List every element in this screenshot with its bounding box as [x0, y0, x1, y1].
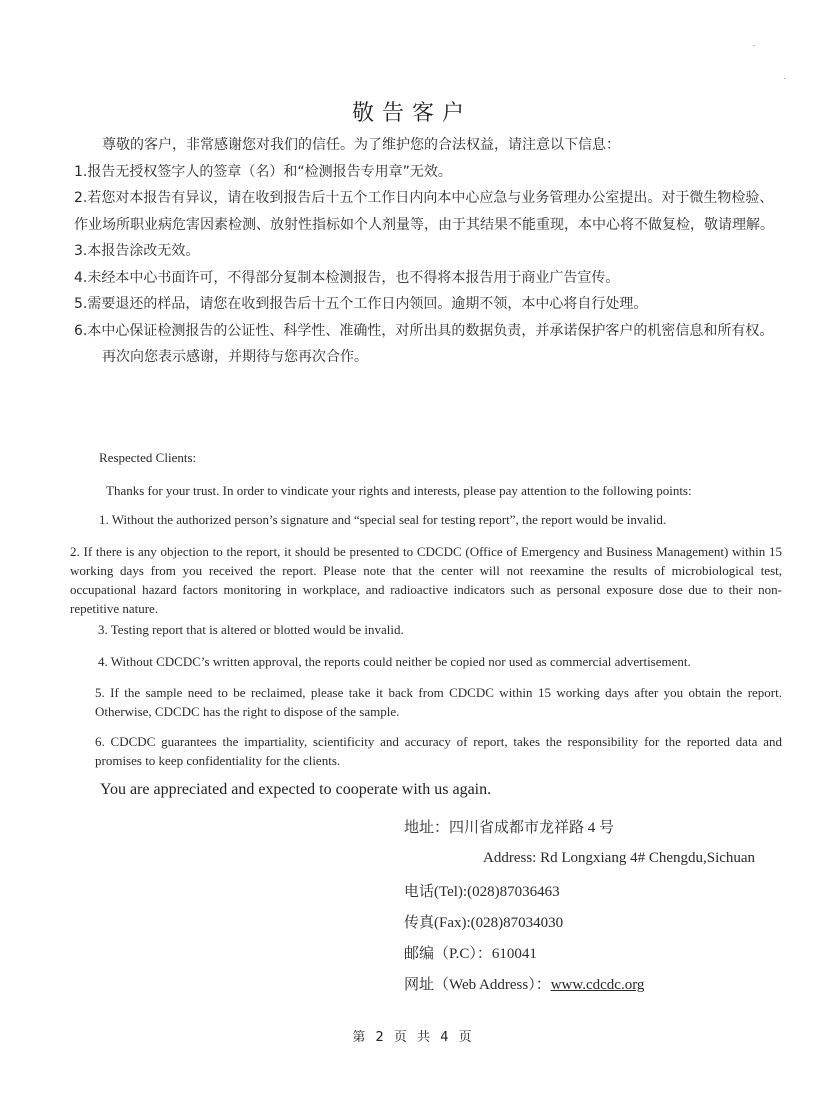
postcode: 邮编（P.C）：610041	[404, 946, 537, 962]
en-item-2: 2. If there is any objection to the report, it should be presented to CDCDC (Office of Emergency and Business Management) within 15 working days from you received the report. Please note that the center will not reexamine the results of microbiological test, occupational hazard factors monitoring in workplace, and radioactive indicators such as personal exposure dose due to their non-repetitive nature.	[70, 544, 782, 616]
fax: 传真(Fax):(028)87034030	[404, 915, 564, 931]
cn-item-6: 6.本中心保证检测报告的公证性、科学性、准确性，对所出具的数据负责，并承诺保护客户的机密信息和所有权。	[74, 322, 774, 339]
cn-item-1: 1.报告无授权签字人的签章（名）和“检测报告专用章”无效。	[74, 163, 452, 180]
cn-item-5: 5.需要退还的样品，请您在收到报告后十五个工作日内领回。逾期不领，本中心将自行处理。	[74, 296, 648, 312]
telephone: 电话(Tel):(028)87036463	[404, 884, 560, 900]
web-address-link[interactable]: www.cdcdc.org	[550, 977, 645, 993]
address-cn: 地址：四川省成都市龙祥路 4 号	[404, 820, 615, 836]
web-address-label: 网址（Web Address）：	[404, 977, 551, 993]
en-intro: Thanks for your trust. In order to vindicate your rights and interests, please pay attention to the following points:	[106, 483, 692, 498]
chinese-notice	[74, 132, 786, 371]
scan-speck	[784, 78, 786, 79]
address-en: Address: Rd Longxiang 4# Chengdu,Sichuan	[483, 850, 756, 866]
en-item-5-wrap	[95, 683, 782, 721]
en-item-6: 6. CDCDC guarantees the impartiality, scientificity and accuracy of report, takes the responsibility for the reported data and promises to keep confidentiality for the clients.	[95, 734, 782, 768]
cn-greeting: 尊敬的客户，非常感谢您对我们的信任。为了维护您的合法权益，请注意以下信息：	[102, 137, 620, 153]
page-number: 第 2 页 共 4 页	[352, 1030, 472, 1045]
scan-speck	[753, 45, 755, 46]
cn-item-4: 4.未经本中心书面许可，不得部分复制本检测报告，也不得将本报告用于商业广告宣传。	[74, 269, 620, 286]
cn-item-2: 2.若您对本报告有异议，请在收到报告后十五个工作日内向本中心应急与业务管理办公室提出。对于微生物检验、作业场所职业病危害因素检测、放射性指标如个人剂量等，由于其结果不能重现，本中心将不做复检，敬请理解。	[74, 190, 774, 233]
en-salutation: Respected Clients:	[99, 450, 197, 465]
cn-item-3: 3.本报告涂改无效。	[74, 243, 200, 259]
en-item-1: 1. Without the authorized person’s signature and “special seal for testing report”, the report would be invalid.	[99, 512, 667, 527]
page-title: 敬告客户	[351, 101, 472, 126]
en-closing: You are appreciated and expected to cooperate with us again.	[100, 781, 492, 798]
cn-closing: 再次向您表示感谢，并期待与您再次合作。	[102, 349, 368, 365]
en-item-6-wrap	[95, 732, 782, 770]
en-item-2-wrap	[70, 542, 782, 618]
en-item-5: 5. If the sample need to be reclaimed, please take it back from CDCDC within 15 working days after you obtain the report. Otherwise, CDCDC has the right to dispose of the sample.	[95, 685, 782, 719]
web-address	[404, 973, 644, 994]
en-item-3: 3. Testing report that is altered or blotted would be invalid.	[98, 622, 404, 637]
en-item-4: 4. Without CDCDC’s written approval, the reports could neither be copied nor used as commercial advertisement.	[98, 654, 691, 669]
